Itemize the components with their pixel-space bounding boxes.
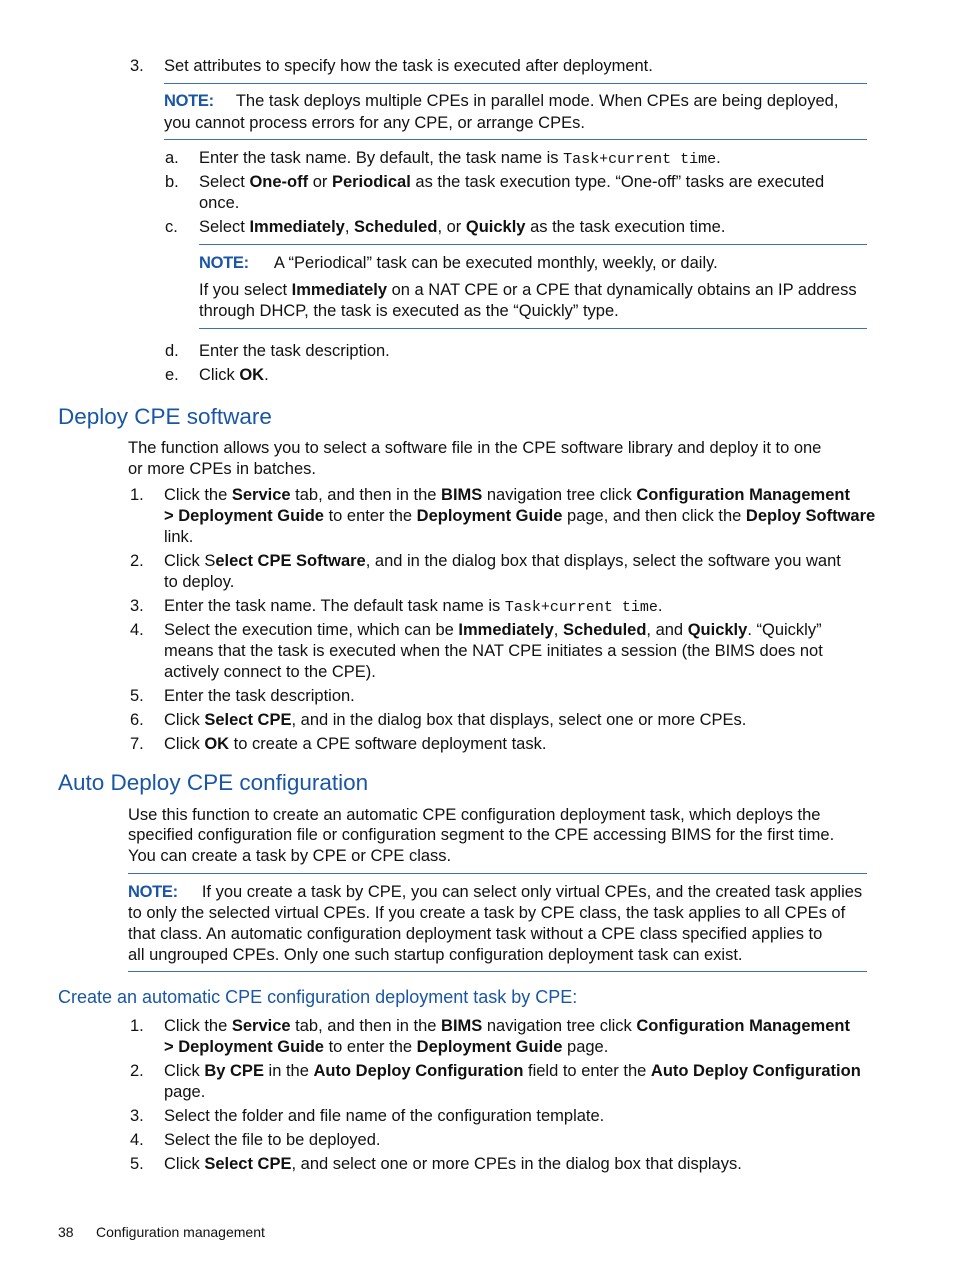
step-text: to deploy.	[164, 573, 235, 591]
substep-text: Enter the task description.	[199, 342, 390, 360]
step-text: > Deployment Guide to enter the Deployment Guide page.	[164, 1038, 609, 1056]
section-heading: Auto Deploy CPE configuration	[58, 770, 369, 795]
note-line: NOTE: The task deploys multiple CPEs in parallel mode. When CPEs are being deployed,	[164, 92, 839, 110]
step-number: 5.	[130, 1155, 144, 1173]
step-text: Select the folder and file name of the configuration template.	[164, 1107, 605, 1125]
step-number: 6.	[130, 711, 144, 729]
step-number: 5.	[130, 687, 144, 705]
code-text: Task+current time	[504, 599, 658, 616]
step-number: 4.	[130, 621, 144, 639]
note-rule-bottom	[128, 971, 867, 972]
step-number: 7.	[130, 735, 144, 753]
note-label: NOTE:	[199, 254, 249, 272]
step-number: 4.	[130, 1131, 144, 1149]
substep-text: Select One-off or Periodical as the task execution type. “One-off” tasks are executed	[199, 173, 825, 191]
step-number: 1.	[130, 1017, 144, 1035]
paragraph-line: The function allows you to select a software file in the CPE software library and deploy it to one	[128, 439, 822, 457]
substep-letter: c.	[165, 218, 178, 236]
note-rule-bottom	[164, 139, 867, 140]
step-text: Enter the task description.	[164, 687, 355, 705]
note-rule-top	[164, 83, 867, 84]
paragraph-line: You can create a task by CPE or CPE class.	[128, 847, 452, 865]
note-rule-bottom	[199, 328, 867, 329]
paragraph-line: Use this function to create an automatic CPE configuration deployment task, which deploys the	[128, 806, 821, 824]
note-line: all ungrouped CPEs. Only one such startup configuration deployment task can exist.	[128, 946, 743, 964]
step-text: Enter the task name. The default task name is Task+current time.	[164, 597, 663, 616]
substep-letter: d.	[165, 342, 179, 360]
substep-text: once.	[199, 194, 240, 212]
note-label: NOTE:	[128, 883, 178, 901]
step-text: page.	[164, 1083, 206, 1101]
paragraph-line: specified configuration file or configuration segment to the CPE accessing BIMS for the first time.	[128, 826, 835, 844]
code-text: Task+current time	[563, 151, 717, 168]
note-line: through DHCP, the task is executed as the “Quickly” type.	[199, 302, 619, 320]
step-text: > Deployment Guide to enter the Deployment Guide page, and then click the Deploy Software	[164, 507, 876, 525]
step-text: Click Select CPE, and select one or more CPEs in the dialog box that displays.	[164, 1155, 742, 1173]
step-number: 3.	[130, 1107, 144, 1125]
step-text: means that the task is executed when the NAT CPE initiates a session (the BIMS does not	[164, 642, 823, 660]
step-text: Click OK to create a CPE software deployment task.	[164, 735, 547, 753]
substep-text: Select Immediately, Scheduled, or Quickly as the task execution time.	[199, 218, 726, 236]
substep-text: Enter the task name. By default, the task name is Task+current time.	[199, 149, 721, 168]
note-line: NOTE: If you create a task by CPE, you can select only virtual CPEs, and the created task applies	[128, 883, 863, 901]
section-heading: Deploy CPE software	[58, 404, 272, 429]
page-number: 38	[58, 1224, 74, 1240]
step-text: Select the execution time, which can be Immediately, Scheduled, and Quickly. “Quickly”	[164, 621, 822, 639]
subsection-heading: Create an automatic CPE configuration deployment task by CPE:	[58, 987, 578, 1007]
step-number: 3.	[130, 57, 144, 75]
substep-letter: e.	[165, 366, 179, 384]
note-line: NOTE: A “Periodical” task can be executed monthly, weekly, or daily.	[199, 254, 718, 272]
step-number: 3.	[130, 597, 144, 615]
note-line: If you select Immediately on a NAT CPE or a CPE that dynamically obtains an IP address	[199, 281, 857, 299]
step-number: 2.	[130, 1062, 144, 1080]
note-line: you cannot process errors for any CPE, or arrange CPEs.	[164, 114, 585, 132]
note-line: to only the selected virtual CPEs. If you create a task by CPE class, the task applies to all CPEs of	[128, 904, 846, 922]
step-text: Click the Service tab, and then in the BIMS navigation tree click Configuration Management	[164, 486, 850, 504]
step-text: Select the file to be deployed.	[164, 1131, 381, 1149]
step-text: Click Select CPE Software, and in the dialog box that displays, select the software you want	[164, 552, 841, 570]
note-line: that class. An automatic configuration deployment task without a CPE class specified applies to	[128, 925, 823, 943]
note-rule-top	[199, 244, 867, 245]
footer-section-title: Configuration management	[96, 1224, 265, 1240]
step-number: 2.	[130, 552, 144, 570]
step-text: Set attributes to specify how the task is executed after deployment.	[164, 57, 653, 75]
note-label: NOTE:	[164, 92, 214, 110]
step-text: link.	[164, 528, 194, 546]
substep-text: Click OK.	[199, 366, 269, 384]
substep-letter: b.	[165, 173, 179, 191]
step-text: Click By CPE in the Auto Deploy Configuration field to enter the Auto Deploy Configuration	[164, 1062, 861, 1080]
step-text: Click the Service tab, and then in the BIMS navigation tree click Configuration Management	[164, 1017, 850, 1035]
step-text: Click Select CPE, and in the dialog box that displays, select one or more CPEs.	[164, 711, 747, 729]
note-rule-top	[128, 873, 867, 874]
step-number: 1.	[130, 486, 144, 504]
paragraph-line: or more CPEs in batches.	[128, 460, 316, 478]
substep-letter: a.	[165, 149, 179, 167]
step-text: actively connect to the CPE).	[164, 663, 376, 681]
